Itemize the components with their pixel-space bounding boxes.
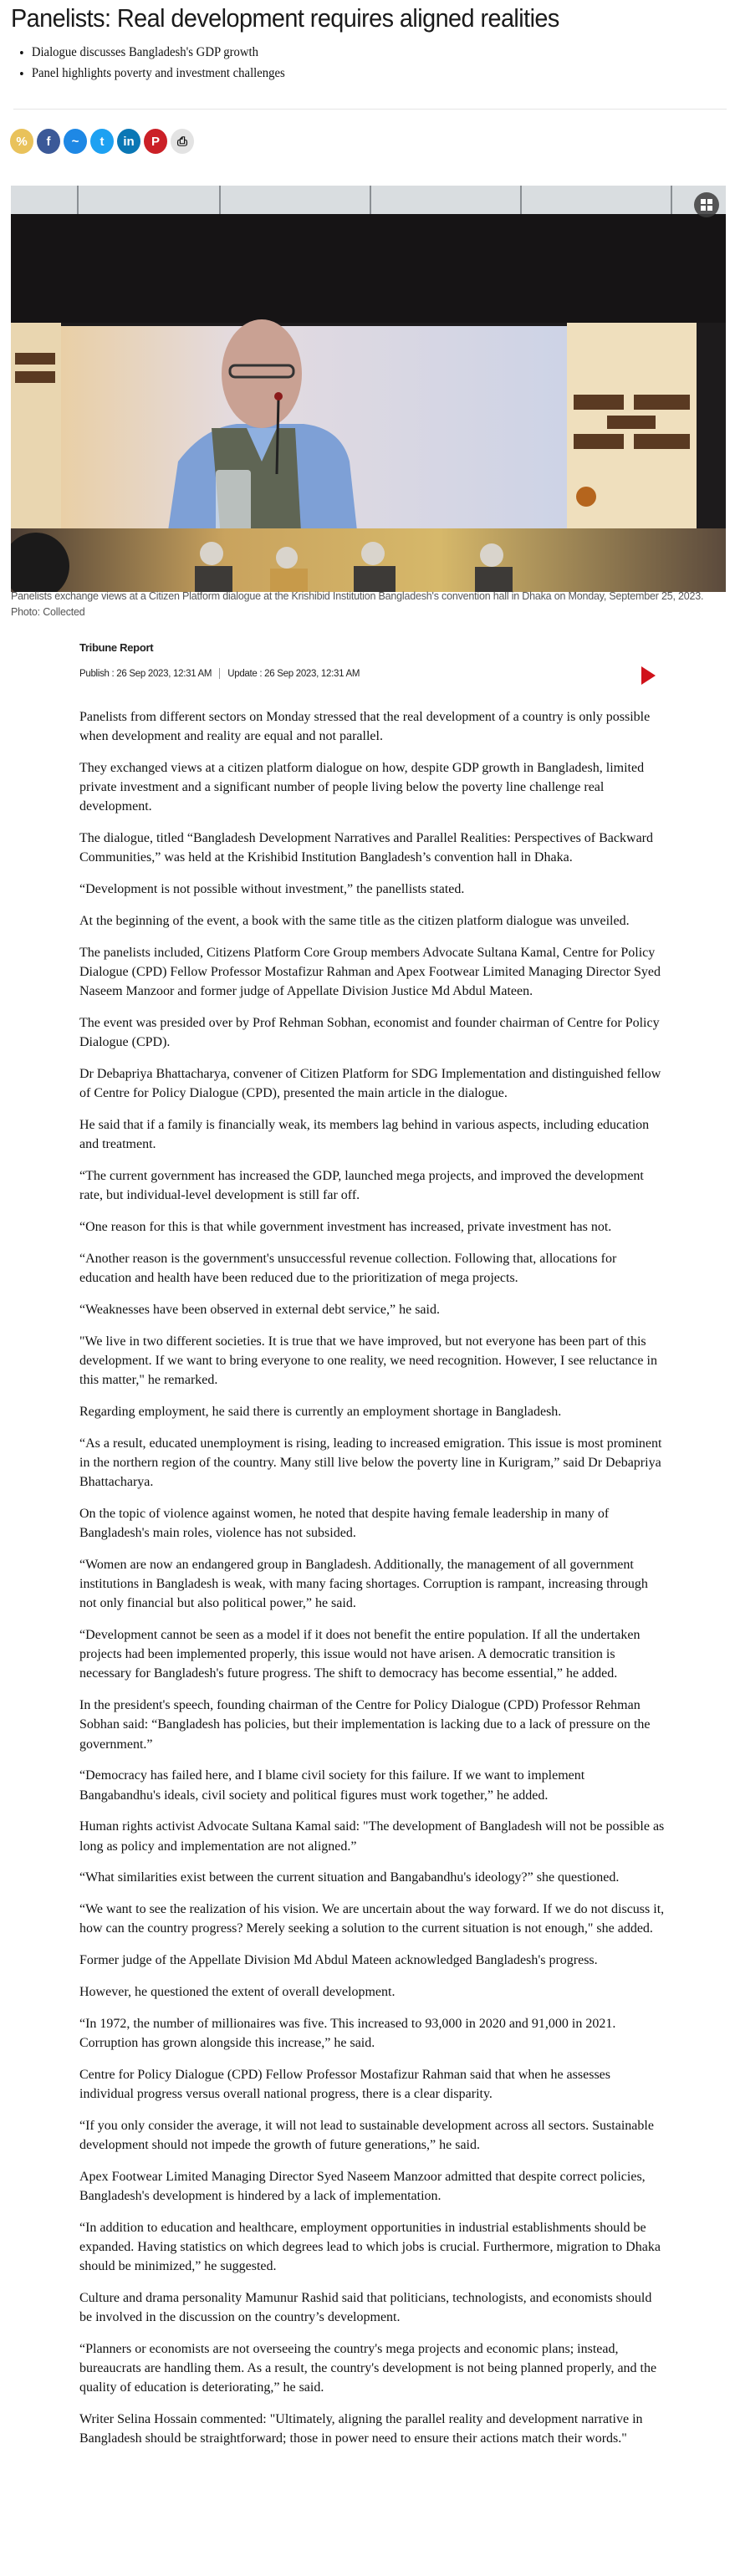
article-paragraph: Panelists from different sectors on Monday stressed that the real development of a country is only possible when development and reality are equal and not parallel.	[79, 710, 651, 744]
page-title: Panelists: Real development requires aligned realities	[11, 3, 559, 33]
grid-icon	[700, 198, 713, 212]
print-icon[interactable]: ⎙	[171, 129, 194, 154]
article-paragraph: “The current government has increased the GDP, launched mega projects, and improved the development rate, but individual-level development is still far off.	[79, 1169, 644, 1203]
pinterest-icon[interactable]: P	[144, 129, 167, 154]
article-paragraph: They exchanged views at a citizen platform dialogue on how, despite GDP growth in Bangladesh, limited private investment and a significant number of people living below the poverty line challenge real development.	[79, 761, 645, 814]
highlight-item: • Panel highlights poverty and investment challenges	[32, 63, 285, 84]
twitter-icon[interactable]: t	[90, 129, 114, 154]
article-paragraph: Former judge of the Appellate Division Md Abdul Mateen acknowledged Bangladesh's progress.	[79, 1953, 598, 1968]
meta-separator	[219, 668, 220, 679]
gallery-button[interactable]	[694, 192, 719, 217]
article-paragraph: “In 1972, the number of millionaires was five. This increased to 93,000 in 2020 and 91,000 in 2021. Corruption has grown alongside this increase,” he said.	[79, 2016, 616, 2050]
play-audio-icon[interactable]	[641, 666, 656, 685]
article-paragraph: “Another reason is the government's unsuccessful revenue collection. Following that, allocations for education and health have been reduced due to the prioritization of mega projects.	[79, 1251, 617, 1285]
facebook-icon[interactable]: f	[37, 129, 60, 154]
article-paragraph: “We want to see the realization of his vision. We are uncertain about the way forward. If we do not discuss it, how can the country progress? Merely seeking a solution to the current situation is not enough," she added.	[79, 1902, 665, 1936]
article-paragraph: “In addition to education and healthcare, employment opportunities in industrial establishments should be expanded. Having statistics on which degrees lead to which jobs is crucial. Furthermore, migration to Dhaka should be minimized,” he suggested.	[79, 2220, 661, 2274]
article-paragraph: Dr Debapriya Bhattacharya, convener of Citizen Platform for SDG Implementation and distinguished fellow of Centre for Policy Dialogue (CPD), presented the main article in the dialogue.	[79, 1067, 661, 1101]
messenger-icon[interactable]: ~	[64, 129, 87, 154]
article-paragraph: On the topic of violence against women, he noted that despite having female leadership in many of Bangladesh's main roles, violence has not subsided.	[79, 1506, 610, 1540]
byline: Tribune Report	[79, 641, 154, 654]
article-paragraph: “Development is not possible without investment,” the panellists stated.	[79, 882, 465, 897]
article-paragraph: "We live in two different societies. It is true that we have improved, but not everyone has been part of this development. If we want to bring everyone to one reality, we need recognition. However, I see reluctance in this matter," he remarked.	[79, 1334, 657, 1387]
link-icon[interactable]: %	[10, 129, 33, 154]
publish-date: Publish : 26 Sep 2023, 12:31 AM	[79, 668, 212, 679]
photo-caption: Panelists exchange views at a Citizen Platform dialogue at the Krishibid Institution Bangladesh's convention hall in Dhaka on Monday, September 25, 2023. Photo: Collected	[11, 590, 704, 618]
article-photo	[11, 186, 726, 592]
article-paragraph: “Planners or economists are not overseeing the country's mega projects and economic plans; instead, bureaucrats are handling them. As a result, the country's development is not being planned properly, and the quality of education is deteriorating,” he said.	[79, 2342, 657, 2395]
article-paragraph: “If you only consider the average, it will not lead to sustainable development across all sectors. Sustainable development should not impede the growth of future generations,” he said.	[79, 2118, 654, 2152]
article-paragraph: At the beginning of the event, a book with the same title as the citizen platform dialogue was unveiled.	[79, 914, 630, 928]
article-paragraph: However, he questioned the extent of overall development.	[79, 1985, 396, 1999]
article-paragraph: In the president's speech, founding chairman of the Centre for Policy Dialogue (CPD) Professor Rehman Sobhan said: “Bangladesh has policies, but their implementation is lacking due to a lack of pressure on the government.”	[79, 1698, 651, 1752]
article-paragraph: Writer Selina Hossain commented: "Ultimately, aligning the parallel reality and development narrative in Bangladesh should be straightforward; those in power need to ensure their actions match their words."	[79, 2412, 643, 2446]
article-paragraph: “One reason for this is that while government investment has increased, private investment has not.	[79, 1220, 612, 1234]
article-paragraph: “As a result, educated unemployment is rising, leading to increased emigration. This issue is most prominent in the northern region of the country. Many still live below the poverty line in Kurigram,” said Dr Debapriya Bhattacharya.	[79, 1436, 662, 1489]
article-paragraph: The panelists included, Citizens Platform Core Group members Advocate Sultana Kamal, Centre for Policy Dialogue (CPD) Fellow Professor Mostafizur Rahman and Apex Footwear Limited Managing Director Syed Naseem Manzoor and former judge of Appellate Division Justice Md Abdul Mateen.	[79, 945, 661, 999]
article-paragraph: Apex Footwear Limited Managing Director Syed Naseem Manzoor admitted that despite correct policies, Bangladesh's development is hindered by a lack of implementation.	[79, 2169, 646, 2203]
publish-meta	[79, 668, 360, 679]
article-body	[79, 707, 665, 2461]
highlights-list	[11, 42, 285, 84]
article-paragraph: The event was presided over by Prof Rehman Sobhan, economist and founder chairman of Centre for Policy Dialogue (CPD).	[79, 1016, 660, 1050]
update-date: Update : 26 Sep 2023, 12:31 AM	[227, 668, 360, 679]
article-paragraph: Human rights activist Advocate Sultana Kamal said: "The development of Bangladesh will not be possible as long as policy and implementation are not aligned.”	[79, 1819, 665, 1854]
article-paragraph: “What similarities exist between the current situation and Bangabandhu's ideology?” she questioned.	[79, 1870, 620, 1885]
article-paragraph: “Development cannot be seen as a model if it does not benefit the entire population. If all the undertaken projects had been implemented properly, this issue would not have arisen. A democratic transition is necessary for Bangladesh's future progress. The shift to democracy has become essential,” he added.	[79, 1628, 641, 1681]
highlight-item: • Dialogue discusses Bangladesh's GDP growth	[32, 42, 285, 63]
article-paragraph: The dialogue, titled “Bangladesh Development Narratives and Parallel Realities: Perspectives of Backward Communities,” was held at the Krishibid Institution Bangladesh’s convention hall in Dhaka.	[79, 831, 653, 865]
photo-scene	[11, 186, 726, 592]
share-bar	[10, 129, 194, 154]
article-paragraph: Centre for Policy Dialogue (CPD) Fellow Professor Mostafizur Rahman said that when he assesses individual progress versus overall national progress, there is a clear disparity.	[79, 2067, 610, 2101]
article-paragraph: Culture and drama personality Mamunur Rashid said that politicians, technologists, and economists should be involved in the discussion on the country’s development.	[79, 2291, 652, 2325]
linkedin-icon[interactable]: in	[117, 129, 140, 154]
article-paragraph: “Democracy has failed here, and I blame civil society for this failure. If we want to implement Bangabandhu's ideals, civil society and political figures must work together,” he added.	[79, 1768, 585, 1803]
divider	[13, 109, 727, 110]
article-paragraph: Regarding employment, he said there is currently an employment shortage in Bangladesh.	[79, 1404, 562, 1419]
article-paragraph: “Weaknesses have been observed in external debt service,” he said.	[79, 1302, 440, 1317]
article-paragraph: “Women are now an endangered group in Bangladesh. Additionally, the management of all government institutions in Bangladesh is weak, with many facing shortages. Corruption is rampant, increasing through not only financial but also political power,” he said.	[79, 1557, 648, 1611]
article-paragraph: He said that if a family is financially weak, its members lag behind in various aspects, including education and treatment.	[79, 1118, 650, 1152]
